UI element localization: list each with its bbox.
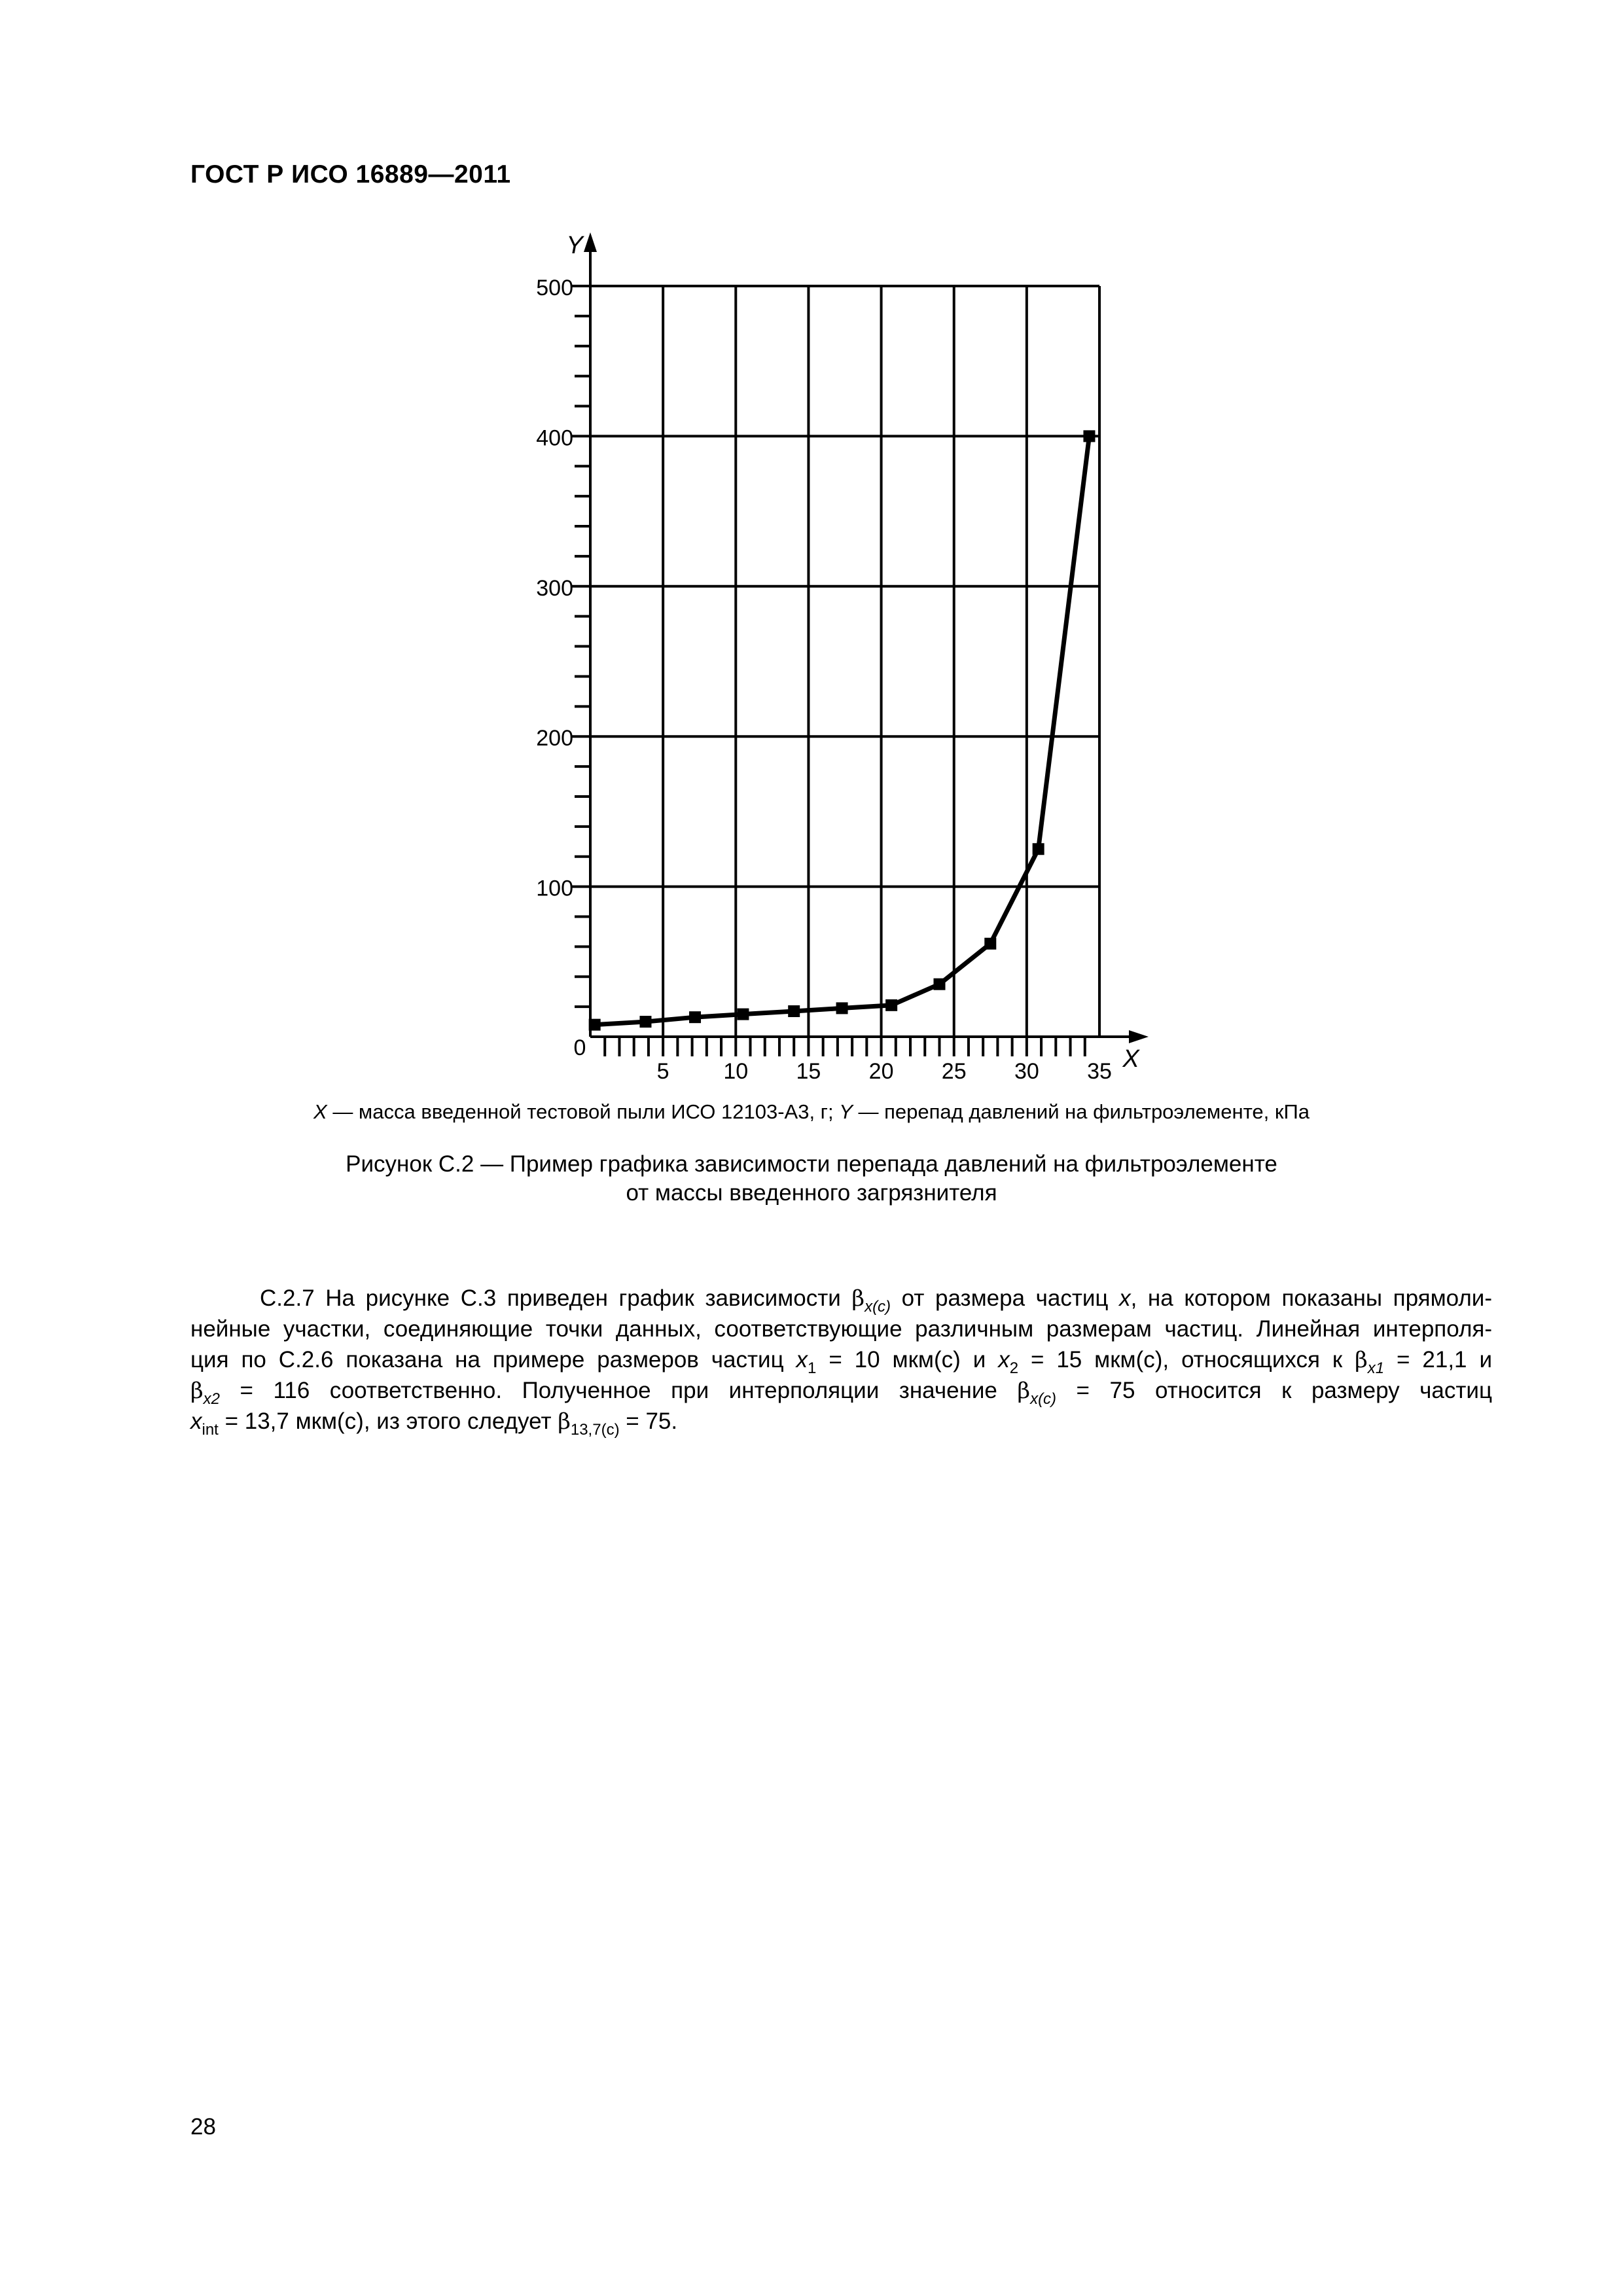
text-run: = 75. — [619, 1408, 678, 1434]
legend-y-text: — перепад давлений на фильтроэлементе, кПа — [852, 1100, 1310, 1123]
subscript: 2 — [1009, 1359, 1019, 1377]
x-tick-label: 30 — [1014, 1059, 1039, 1084]
italic-x: x — [190, 1408, 202, 1434]
beta-symbol: β — [1017, 1378, 1031, 1404]
x-axis-label: X — [1122, 1045, 1139, 1073]
x-tick-label: 25 — [941, 1059, 967, 1084]
paragraph-line-1 — [190, 1283, 1492, 1314]
data-point — [788, 1005, 800, 1017]
data-point — [1033, 843, 1044, 855]
x-tick-label: 0 — [573, 1035, 586, 1060]
paragraph-line-3 — [190, 1344, 1492, 1375]
paragraph-line-5 — [190, 1406, 1492, 1437]
data-point — [589, 1019, 601, 1031]
text-run: = 15 мкм(с), относящихся к — [1018, 1347, 1355, 1372]
text-run: = 116 соответственно. Полученное при интерполяции значение — [220, 1378, 1018, 1403]
x-tick-label: 35 — [1087, 1059, 1112, 1084]
italic-x: x — [998, 1347, 1010, 1372]
figure-legend — [0, 1100, 1623, 1124]
text-run: = 21,1 и — [1384, 1347, 1492, 1372]
caption-line-2: от массы введенного загрязнителя — [626, 1180, 997, 1206]
pressure-drop-chart — [0, 0, 1623, 1100]
data-point — [885, 999, 897, 1011]
paragraph-line-4 — [190, 1375, 1492, 1406]
subscript: x(c) — [1030, 1390, 1057, 1408]
subscript: x1 — [1367, 1359, 1385, 1377]
y-tick-label: 300 — [536, 575, 573, 601]
subscript: 13,7(c) — [570, 1421, 620, 1439]
text-run: = 75 относится к размеру частиц — [1056, 1378, 1492, 1403]
legend-x-symbol: X — [313, 1100, 327, 1123]
x-axis-arrow — [1129, 1030, 1149, 1043]
document-header: ГОСТ Р ИСО 16889—2011 — [190, 160, 511, 188]
y-tick-label: 100 — [536, 876, 573, 901]
subscript: x(c) — [865, 1298, 891, 1316]
x-tick-label: 15 — [796, 1059, 821, 1084]
legend-x-text: — масса введенной тестовой пыли ИСО 12103-A3, г; — [327, 1100, 840, 1123]
data-point — [689, 1011, 701, 1023]
text-run: = 10 мкм(с) и — [816, 1347, 999, 1372]
data-point — [933, 978, 945, 990]
y-tick-label: 400 — [536, 425, 573, 451]
legend-y-symbol: Y — [839, 1100, 853, 1123]
data-point — [737, 1009, 749, 1020]
text-run: ция по С.2.6 показана на примере размеров частиц — [190, 1347, 796, 1372]
subscript: x2 — [203, 1390, 221, 1408]
text-run: С.2.7 На рисунке С.3 приведен график зависимости — [260, 1285, 852, 1311]
data-point — [984, 938, 996, 950]
beta-symbol: β — [558, 1408, 571, 1435]
y-axis-label: Y — [566, 232, 583, 259]
y-axis-arrow — [584, 232, 597, 252]
figure-caption — [0, 1150, 1623, 1208]
italic-x: x — [1119, 1285, 1131, 1311]
y-tick-label: 500 — [536, 276, 573, 300]
text-run: = 13,7 мкм(с), из этого следует — [218, 1408, 558, 1434]
subscript: 1 — [808, 1359, 817, 1377]
beta-symbol: β — [851, 1285, 865, 1312]
beta-symbol: β — [1355, 1347, 1368, 1373]
text-run: от размера частиц — [891, 1285, 1120, 1311]
paragraph-c27 — [190, 1283, 1492, 1437]
italic-x: x — [796, 1347, 808, 1372]
subscript: int — [202, 1421, 219, 1439]
data-point — [836, 1002, 848, 1014]
x-tick-label: 5 — [656, 1059, 669, 1084]
data-point — [639, 1016, 651, 1028]
y-tick-label: 200 — [536, 726, 573, 751]
x-tick-label: 10 — [723, 1059, 749, 1084]
page-number: 28 — [190, 2114, 216, 2140]
paragraph-line-2: нейные участки, соединяющие точки данных, соответствующие различным размерам частиц. Линейная интерполя- — [190, 1316, 1492, 1342]
beta-symbol: β — [190, 1378, 204, 1404]
data-point — [1083, 430, 1095, 442]
caption-line-1: Рисунок С.2 — Пример графика зависимости перепада давлений на фильтроэлементе — [346, 1151, 1277, 1177]
text-run: , на котором показаны прямоли- — [1130, 1285, 1492, 1311]
x-tick-label: 20 — [868, 1059, 894, 1084]
data-line — [595, 436, 1090, 1024]
